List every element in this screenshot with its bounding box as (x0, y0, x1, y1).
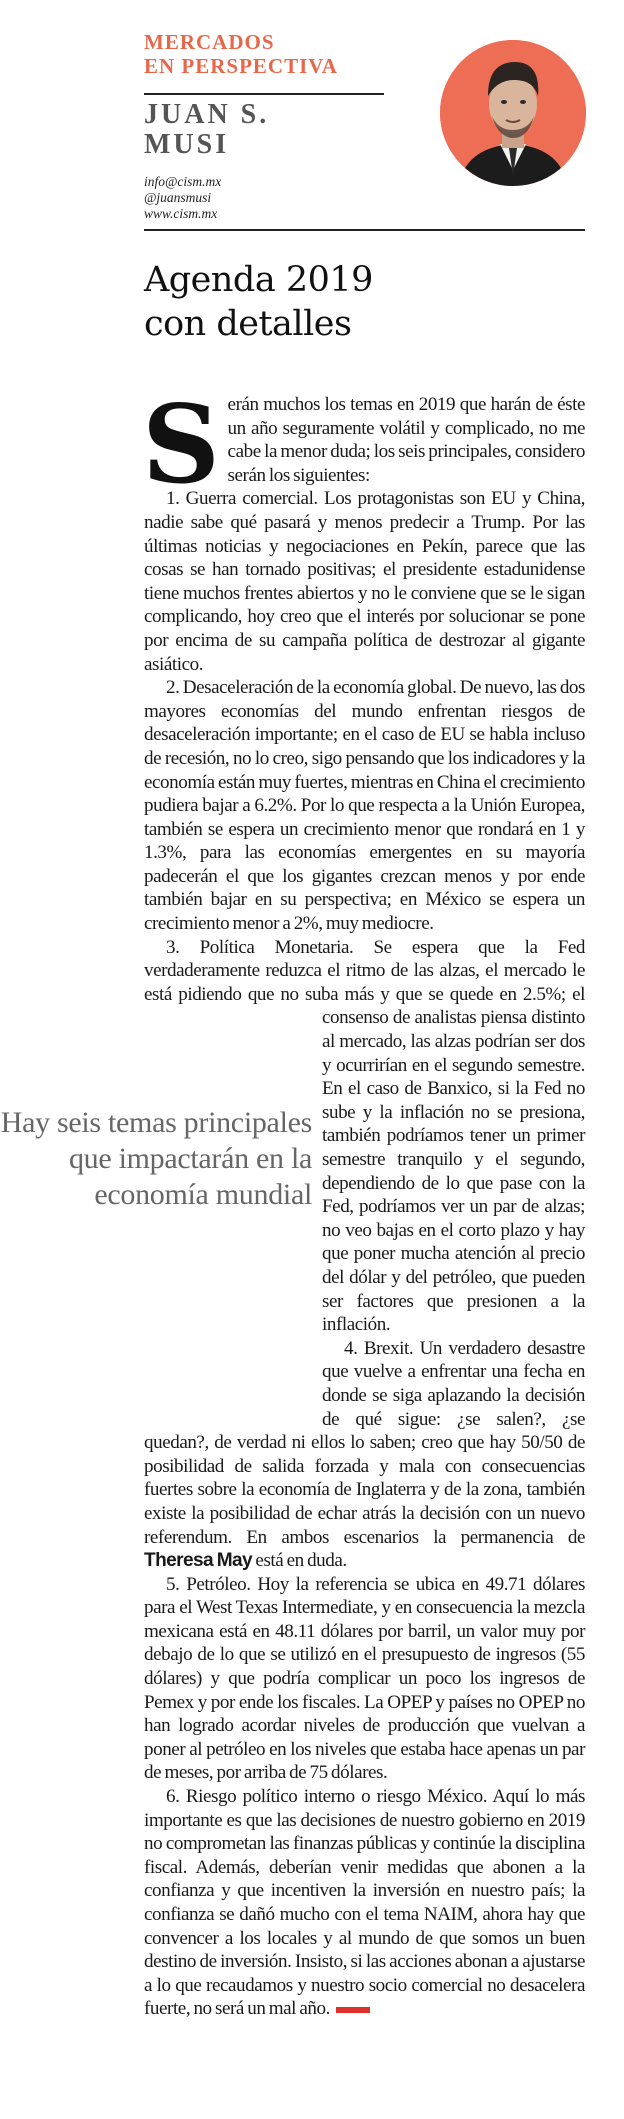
pull-quote (0, 1008, 322, 1408)
author-email: info@cism.mx (144, 174, 222, 189)
author-twitter: @juansmusi (144, 190, 212, 205)
end-of-article-mark (336, 2007, 370, 2013)
paragraph-intro-text: erán muchos los temas en 2019 que harán de éste un año seguramente volátil y complicado, no me cabe la menor duda; los seis principales, considero serán los siguientes: (227, 394, 585, 486)
highlighted-name: Theresa May (144, 1550, 253, 1572)
paragraph-intro (142, 382, 585, 508)
headline-line-2: con detalles (144, 304, 352, 344)
paragraph-trade-war: 1. Guerra comercial. Los protagonistas son EU y China, nadie sabe qué pasará y menos predecir a Trump. Por las últimas noticias y negociaciones en Pekín, parece que las cosas se han tornado positivas; el presidente estadunidense tiene muchos frentes abiertos y no le conviene que se le sigan complicando, hoy creo que el interés por solucionar se pone por encima de su campaña política de destrozar al gigante asiático. (144, 488, 585, 675)
section-line-1: MERCADOS (144, 30, 275, 54)
paragraph-oil: 5. Petróleo. Hoy la referencia se ubica en 49.71 dólares para el West Texas Intermediate, y en consecuencia la mezcla mexicana está en 48.11 dólares por barril, un valor muy por debajo de lo que se utilizó en el presupuesto de ingresos (55 dólares) y que podría complicar un poco los ingresos de Pemex y por ende los fiscales. La OPEP y países no OPEP no han logrado acordar niveles de producción que vuelvan a poner al petróleo en los niveles que estaba hace apenas un par de meses, por arriba de 75 dólares. (144, 1573, 585, 1784)
pull-quote-text: Hay seis temas principales que impactarán en la economía mundial (0, 1105, 312, 1211)
author-website: www.cism.mx (144, 206, 218, 221)
headline-line-1: Agenda 2019 (144, 260, 373, 300)
author-line-1: JUAN S. (144, 99, 270, 130)
paragraph-global-slowdown: 2. Desaceleración de la economía global. De nuevo, las dos mayores economías del mundo enfrentan riesgos de desaceleración importante; en el caso de EU se habla incluso de recesión, no lo creo, sigo pensando que los indicadores y la economía están muy fuertes, mientras en China el crecimiento pudiera bajar a 6.2%. Por lo que respecta a la Unión Europea, también se espera un crecimiento menor que rondará en 1 y 1.3%, para las economías emergentes en su mayoría padecerán el que los gigantes crezcan menos y por ende también bajar en su perspectiva; en México se espera un crecimiento menor a 2%, muy mediocre. (144, 677, 585, 935)
paragraph-political-risk (144, 1785, 585, 2021)
section-line-2: EN PERSPECTIVA (144, 54, 338, 78)
paragraph-brexit-text: 4. Brexit. Un verdadero desastre que vuelve a enfrentar una fecha en donde se siga aplazando la decisión de qué sigue: ¿se salen?, ¿se quedan?, de verdad ni ellos lo saben; creo que hay 50/50 de posibilidad de salida forzada y mala con consecuencias fuertes sobre la economía de Inglaterra y de la zona, también existe la posibilidad de echar atrás la decisión con un nuevo referendum. En ambos escenarios la permanencia de (144, 1337, 585, 1548)
drop-cap: S (142, 382, 220, 508)
author-contact (144, 174, 221, 222)
article-headline (144, 258, 564, 346)
author-portrait-illustration (440, 40, 586, 186)
paragraph-political-risk-text: 6. Riesgo político interno o riesgo México. Aquí lo más importante es que las decisiones de nuestro gobierno en 2019 no comprometan las finanzas públicas y continúe la disciplina fiscal. Además, deberían venir medidas que abonen a la confianza y que incentiven la inversión en nuestro país; la confianza se dañó mucho con el tema NAIM, ahora hay que convencer a los locales y al mundo de que somos un buen destino de inversión. Insisto, si las acciones abonan a ajustarse a lo que recaudamos y nuestro socio comercial no desacelera fuerte, no será un mal año. (144, 1786, 585, 2020)
author-name (144, 100, 269, 160)
column-section-title (144, 30, 338, 78)
article-body (0, 382, 585, 2113)
author-portrait (440, 40, 586, 186)
header-divider (144, 93, 384, 95)
author-line-2: MUSI (144, 129, 230, 160)
paragraph-monetary-policy: 3. Política Monetaria. Se espera que la Fed verdaderamente reduzca el ritmo de las alzas, el mercado le está pidiendo que no suba más y que se quede en 2.5%; el consenso de analistas piensa distinto al mercado, las alzas podrían ser dos y ocurrirían en el segundo semestre. En el caso de Banxico, si la Fed no sube y la inflación no se presiona, también podríamos tener un primer semestre tranquilo y el segundo, dependiendo de lo que pase con la Fed, podríamos ver un par de alzas; no veo bajas en el corto plazo y hay que poner mucha atención al precio del dólar y del petróleo, que pueden ser factores que presionen a la inflación. (144, 936, 585, 1336)
header-bottom-rule (144, 229, 585, 231)
paragraph-brexit-end: está en duda. (252, 1550, 347, 1572)
